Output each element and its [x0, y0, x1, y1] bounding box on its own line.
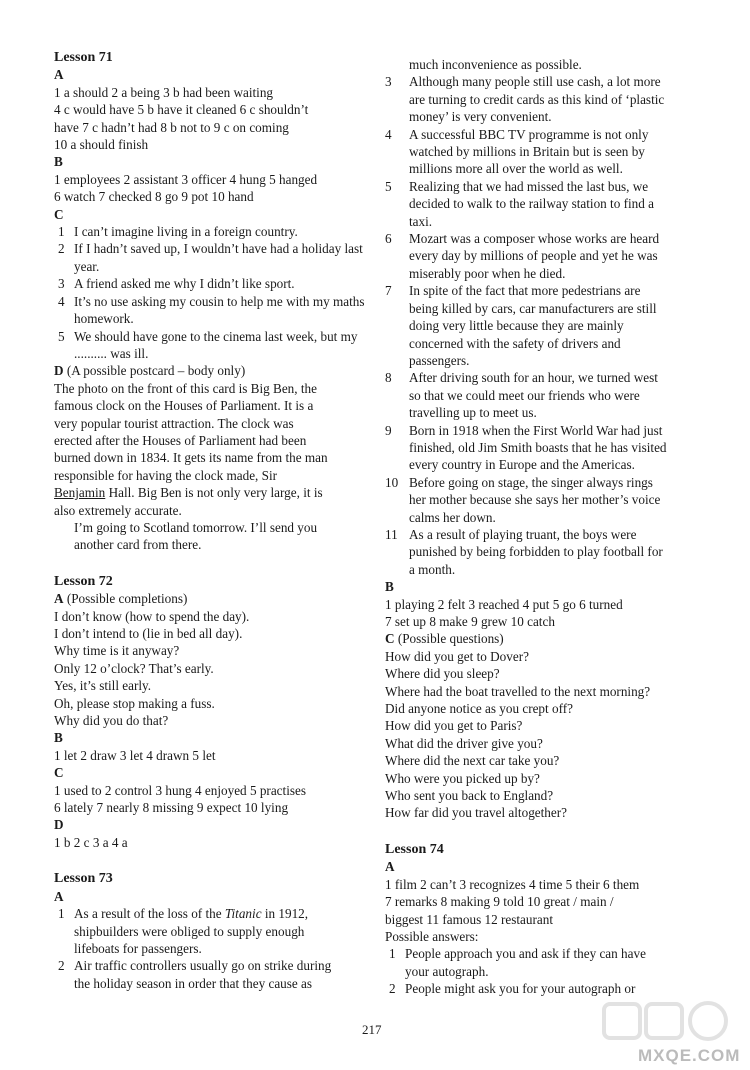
l71-a-line: have 7 c hadn’t had 8 b not to 9 c on coming	[54, 119, 289, 135]
list-item: 7 In spite of the fact that more pedestrians are being killed by cars, car manufacturers are still doing very little because they are mainly concerned with the safety of drivers and passengers.	[385, 283, 657, 368]
list-item: 2 People might ask you for your autograph or	[389, 981, 636, 997]
l71-a-line: 4 c would have 5 b have it cleaned 6 c shouldn’t	[54, 102, 309, 118]
l72-a-line: Only 12 o’clock? That’s early.	[54, 660, 214, 676]
l73-section-b: B	[385, 579, 394, 595]
question-line: Where did you sleep?	[385, 666, 500, 682]
l74-a-line: 1 film 2 can’t 3 recognizes 4 time 5 their 6 them	[385, 876, 640, 892]
l72-b-line: 1 let 2 draw 3 let 4 drawn 5 let	[54, 747, 216, 763]
list-item: 9 Born in 1918 when the First World War had just finished, old Jim Smith boasts that he has visited every country in Europe and the Americas.	[385, 422, 667, 473]
l72-section-b: B	[54, 730, 63, 746]
list-item: 5 Realizing that we had missed the last bus, we decided to walk to the railway station to find a taxi.	[385, 178, 654, 229]
l73-b-line: 1 playing 2 felt 3 reached 4 put 5 go 6 turned	[385, 596, 623, 612]
l72-a-line: I don’t intend to (lie in bed all day).	[54, 626, 243, 641]
continued-line: much inconvenience as possible.	[409, 57, 582, 72]
list-item: 1 People approach you and ask if they can have your autograph.	[389, 946, 646, 979]
postcard-line: The photo on the front of this card is Big Ben, the	[54, 380, 317, 396]
question-line: How did you get to Paris?	[385, 718, 523, 734]
list-item: 8 After driving south for an hour, we turned west so that we could meet our friends who were travelling up to meet us.	[385, 370, 658, 421]
lesson-71-title: Lesson 71	[54, 50, 113, 65]
lesson-73-title: Lesson 73	[54, 871, 113, 887]
right-column	[385, 56, 695, 998]
list-item: 4 It’s no use asking my cousin to help me with my maths homework.	[58, 293, 365, 327]
postcard-line: responsible for having the clock made, Sir	[54, 467, 278, 483]
l72-a-line: I don’t know (how to spend the day).	[54, 608, 250, 624]
question-line: Who sent you back to England?	[385, 788, 554, 804]
watermark-text: MXQE.COM	[638, 1046, 741, 1065]
lesson-72-title: Lesson 72	[54, 573, 113, 589]
list-item: 11 As a result of playing truant, the boys were punished by being forbidden to play football for a month.	[385, 526, 663, 577]
l71-section-a: A	[54, 67, 64, 83]
list-item: 3 Although many people still use cash, a lot more are turning to credit cards as this kind of ‘plastic money’ is very convenient.	[385, 74, 665, 125]
l71-b-line: 6 watch 7 checked 8 go 9 pot 10 hand	[54, 189, 254, 205]
l72-a-line: Why time is it anyway?	[54, 643, 180, 659]
page-number: 217	[362, 1022, 382, 1037]
question-line: How did you get to Dover?	[385, 648, 529, 664]
lesson-74-title: Lesson 74	[385, 841, 444, 857]
l74-a-line: Possible answers:	[385, 928, 479, 944]
list-item: 4 A successful BBC TV programme is not only watched by millions in Britain but is seen by millions more all over the world as well.	[385, 126, 649, 177]
postcard-line: I’m going to Scotland tomorrow. I’ll send you	[74, 519, 318, 535]
l74-a-line: 7 remarks 8 making 9 told 10 great / main /	[385, 894, 614, 910]
l71-section-d-heading: D (A possible postcard – body only)	[54, 363, 246, 379]
question-line: Who were you picked up by?	[385, 770, 540, 786]
l72-section-d: D	[54, 817, 64, 833]
l71-section-c: C	[54, 206, 64, 222]
l72-a-line: Why did you do that?	[54, 713, 169, 729]
list-item: 6 Mozart was a composer whose works are heard every day by millions of people and yet he was miserably poor when he died.	[385, 231, 660, 281]
postcard-line: also extremely accurate.	[54, 502, 182, 518]
l73-b-line: 7 set up 8 make 9 grew 10 catch	[385, 614, 555, 629]
left-column	[54, 49, 372, 992]
l74-section-a: A	[385, 859, 395, 875]
question-line: What did the driver give you?	[385, 735, 543, 751]
l71-a-line: 1 a should 2 a being 3 b had been waiting	[54, 84, 274, 100]
list-item: 2 If I hadn’t saved up, I wouldn’t have had a holiday last year.	[58, 241, 363, 274]
postcard-line: another card from there.	[74, 537, 202, 553]
postcard-line: erected after the Houses of Parliament had been	[54, 432, 307, 448]
l74-a-line: biggest 11 famous 12 restaurant	[385, 911, 553, 927]
l71-b-line: 1 employees 2 assistant 3 officer 4 hung 5 hanged	[54, 171, 318, 187]
list-item: 3 A friend asked me why I didn’t like sport.	[58, 276, 295, 292]
list-item: 2 Air traffic controllers usually go on strike during the holiday season in order that they cause as	[58, 958, 332, 991]
l73-section-a: A	[54, 888, 64, 904]
l71-a-line: 10 a should finish	[54, 137, 149, 153]
l71-section-b: B	[54, 154, 63, 170]
l72-c-line: 1 used to 2 control 3 hung 4 enjoyed 5 practises	[54, 782, 306, 798]
list-item: 1 As a result of the loss of the Titanic in 1912, shipbuilders were obliged to supply enough lifeboats for passengers.	[58, 906, 309, 956]
postcard-line: burned down in 1834. It gets its name from the man	[54, 450, 328, 466]
question-line: How far did you travel altogether?	[385, 805, 567, 821]
l72-section-a-heading: A (Possible completions)	[54, 591, 188, 607]
postcard-line: very popular tourist attraction. The clock was	[54, 415, 294, 431]
question-line: Did anyone notice as you crept off?	[385, 701, 573, 717]
list-item: 5 We should have gone to the cinema last week, but my .......... was ill.	[58, 328, 358, 361]
l72-section-c: C	[54, 765, 64, 781]
postcard-line: Benjamin Hall. Big Ben is not only very large, it is	[54, 485, 323, 501]
l72-a-line: Yes, it’s still early.	[54, 678, 152, 694]
l72-d-line: 1 b 2 c 3 a 4 a	[54, 834, 128, 850]
postcard-line: famous clock on the Houses of Parliament. It is a	[54, 398, 314, 414]
list-item: 1 I can’t imagine living in a foreign country.	[58, 224, 298, 240]
l72-a-line: Oh, please stop making a fuss.	[54, 695, 215, 711]
l72-c-line: 6 lately 7 nearly 8 missing 9 expect 10 lying	[54, 800, 289, 816]
question-line: Where had the boat travelled to the next morning?	[385, 683, 651, 699]
question-line: Where did the next car take you?	[385, 753, 560, 769]
l73-section-c-heading: C (Possible questions)	[385, 631, 504, 647]
list-item: 10 Before going on stage, the singer always rings her mother because she says her mother’s voice calms her down.	[385, 474, 661, 525]
